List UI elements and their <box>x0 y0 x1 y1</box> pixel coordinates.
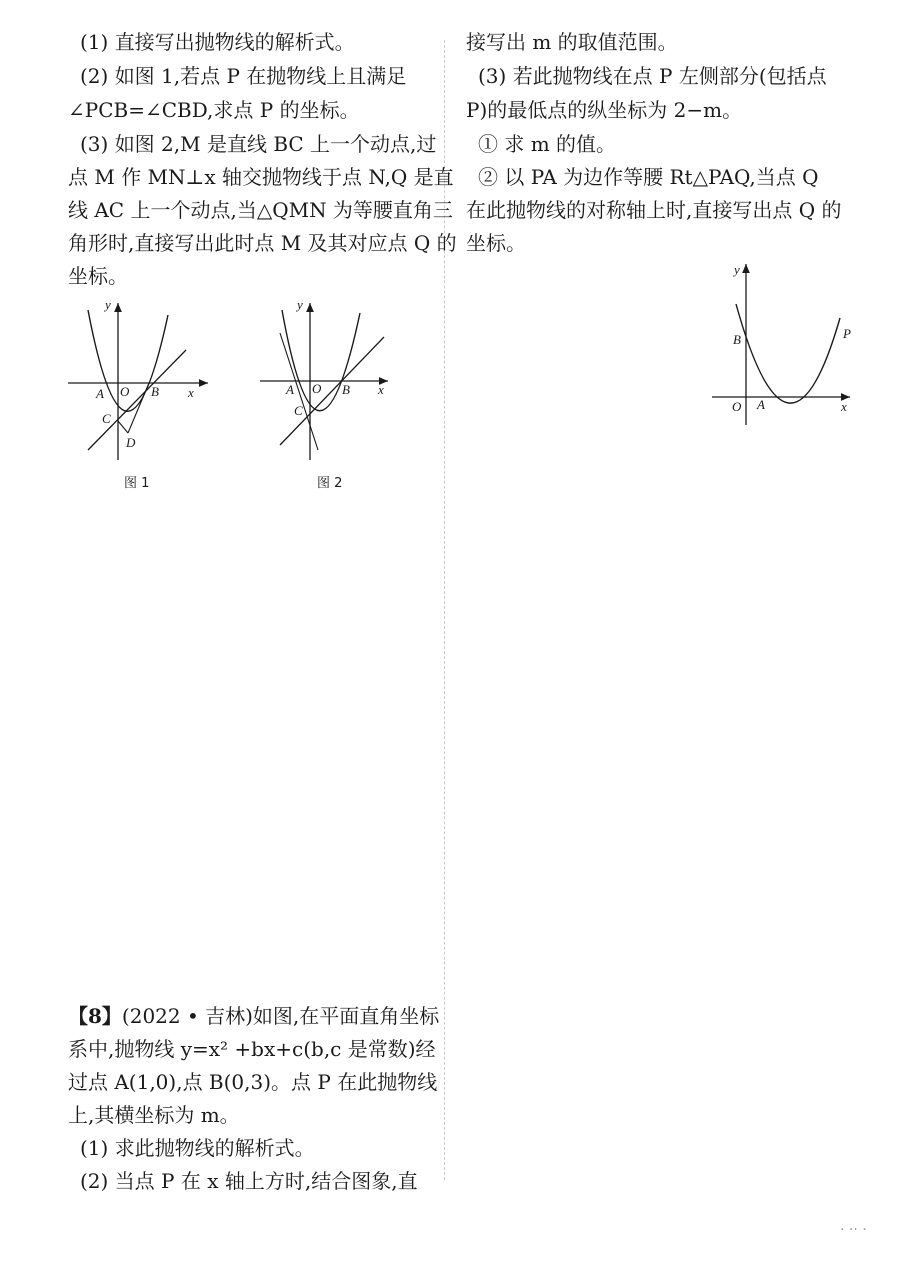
label-y: y <box>297 297 303 312</box>
problem-8-line-3: 过点 A(1,0),点 B(0,3)。点 P 在此抛物线 <box>68 1070 438 1094</box>
label-p: P <box>843 326 851 341</box>
figure-2-caption: 图 2 <box>317 476 343 491</box>
question-3-line-3: 线 AC 上一个动点,当△QMN 为等腰直角三 <box>68 198 453 222</box>
footer-marks: · ·· · <box>840 1222 867 1238</box>
label-d: D <box>126 435 136 450</box>
problem-8-question-1: (1) 求此抛物线的解析式。 <box>80 1136 315 1160</box>
sub-question-2-line-2: 在此抛物线的对称轴上时,直接写出点 Q 的 <box>466 198 842 222</box>
problem-number: 【8】 <box>68 1004 122 1028</box>
label-a: A <box>757 397 765 412</box>
question-3-line-1: (3) 如图 2,M 是直线 BC 上一个动点,过 <box>80 132 437 156</box>
figure-1 <box>60 295 210 465</box>
figure-2 <box>252 295 402 465</box>
label-a: A <box>96 386 104 401</box>
question-3-line-2: 点 M 作 MN⊥x 轴交抛物线于点 N,Q 是直 <box>68 165 454 189</box>
question-2-line-2: ∠PCB=∠CBD,求点 P 的坐标。 <box>68 98 360 122</box>
problem-8-line-2: 系中,抛物线 y=x² +bx+c(b,c 是常数)经 <box>68 1037 436 1061</box>
problem-8-line-4: 上,其横坐标为 m。 <box>68 1103 240 1127</box>
sub-question-1: ① 求 m 的值。 <box>478 132 617 156</box>
question-3-line-4: 角形时,直接写出此时点 M 及其对应点 Q 的 <box>68 231 457 255</box>
line-bc <box>280 337 384 445</box>
sub-question-2-line-1: ② 以 PA 为边作等腰 Rt△PAQ,当点 Q <box>478 165 819 189</box>
segment-cd <box>118 421 128 433</box>
parabola <box>736 304 840 403</box>
problem-8-source: (2022 • 吉林)如图,在平面直角坐标 <box>121 1004 440 1028</box>
figure-1-caption: 图 1 <box>124 476 150 491</box>
label-c: C <box>294 403 303 418</box>
label-x: x <box>378 382 384 397</box>
question-3-line-1: (3) 若此抛物线在点 P 左侧部分(包括点 <box>478 64 827 88</box>
label-b: B <box>733 332 741 347</box>
question-1: (1) 直接写出抛物线的解析式。 <box>80 30 355 54</box>
question-2-line-1: (2) 如图 1,若点 P 在抛物线上且满足 <box>80 64 407 88</box>
question-3-line-5: 坐标。 <box>68 264 128 288</box>
label-x: x <box>188 385 194 400</box>
label-y: y <box>105 297 111 312</box>
label-x: x <box>841 399 847 414</box>
sub-question-2-line-3: 坐标。 <box>466 231 526 255</box>
label-o: O <box>120 384 130 399</box>
label-b: B <box>151 384 159 399</box>
label-o: O <box>312 381 322 396</box>
label-a: A <box>286 382 294 397</box>
segment-bd <box>128 383 149 433</box>
label-b: B <box>342 382 350 397</box>
label-y: y <box>734 262 740 277</box>
label-o: O <box>732 399 742 414</box>
question-3-line-2: P)的最低点的纵坐标为 2−m。 <box>466 98 743 122</box>
figure-right <box>708 260 868 430</box>
label-c: C <box>102 411 111 426</box>
problem-8-question-2: (2) 当点 P 在 x 轴上方时,结合图象,直 <box>80 1169 418 1193</box>
right-line-1: 接写出 m 的取值范围。 <box>466 30 678 54</box>
problem-8-line-1 <box>68 1004 439 1028</box>
